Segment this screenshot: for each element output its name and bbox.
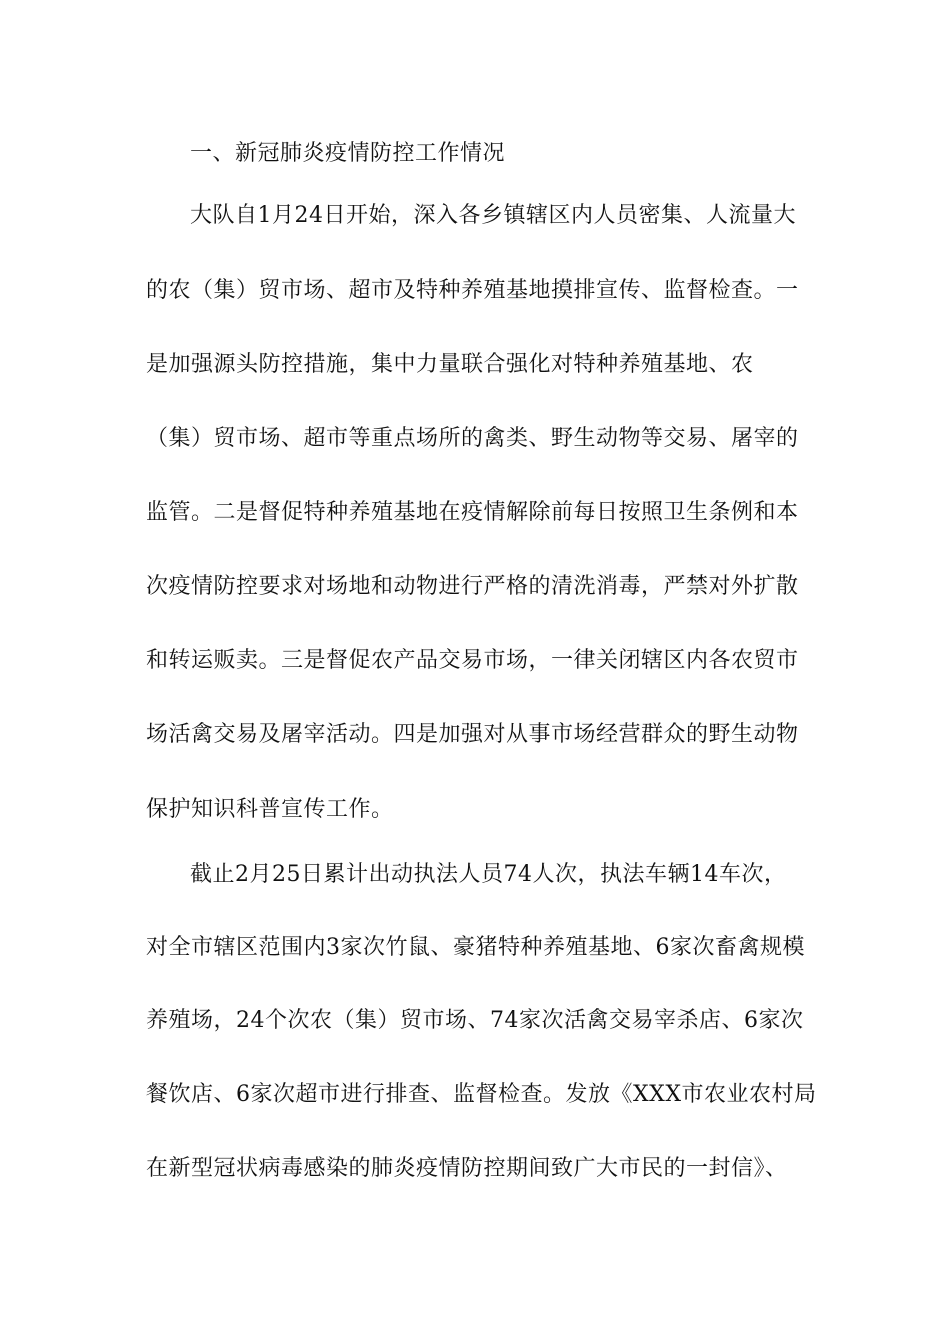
- paragraph-2-line-2: 对全市辖区范围内3家次竹鼠、豪猪特种养殖基地、6家次畜禽规模: [146, 935, 805, 960]
- paragraph-2-line-4: 餐饮店、6家次超市进行排查、监督检查。发放《XXX市农业农村局: [146, 1082, 817, 1107]
- paragraph-1-line-7: 和转运贩卖。三是督促农产品交易市场，一律关闭辖区内各农贸市: [146, 648, 799, 673]
- paragraph-1-line-2: 的农（集）贸市场、超市及特种养殖基地摸排宣传、监督检查。一: [146, 278, 799, 303]
- paragraph-1-line-5: 监管。二是督促特种养殖基地在疫情解除前每日按照卫生条例和本: [146, 500, 799, 525]
- paragraph-1-line-1: 大队自1月24日开始，深入各乡镇辖区内人员密集、人流量大: [190, 203, 796, 228]
- paragraph-1-line-6: 次疫情防控要求对场地和动物进行严格的清洗消毒，严禁对外扩散: [146, 574, 799, 599]
- paragraph-2-line-1: 截止2月25日累计出动执法人员74人次，执法车辆14车次，: [190, 862, 787, 887]
- paragraph-2-line-5: 在新型冠状病毒感染的肺炎疫情防控期间致广大市民的一封信》、: [146, 1156, 788, 1181]
- paragraph-1-line-8: 场活禽交易及屠宰活动。四是加强对从事市场经营群众的野生动物: [146, 722, 799, 747]
- paragraph-1-line-3: 是加强源头防控措施，集中力量联合强化对特种养殖基地、农: [146, 352, 754, 377]
- section-heading: 一、新冠肺炎疫情防控工作情况: [190, 141, 506, 166]
- paragraph-1-line-9: 保护知识科普宣传工作。: [146, 797, 394, 822]
- paragraph-2-line-3: 养殖场，24个次农（集）贸市场、74家次活禽交易宰杀店、6家次: [146, 1008, 804, 1033]
- paragraph-1-line-4: （集）贸市场、超市等重点场所的禽类、野生动物等交易、屠宰的: [146, 426, 799, 451]
